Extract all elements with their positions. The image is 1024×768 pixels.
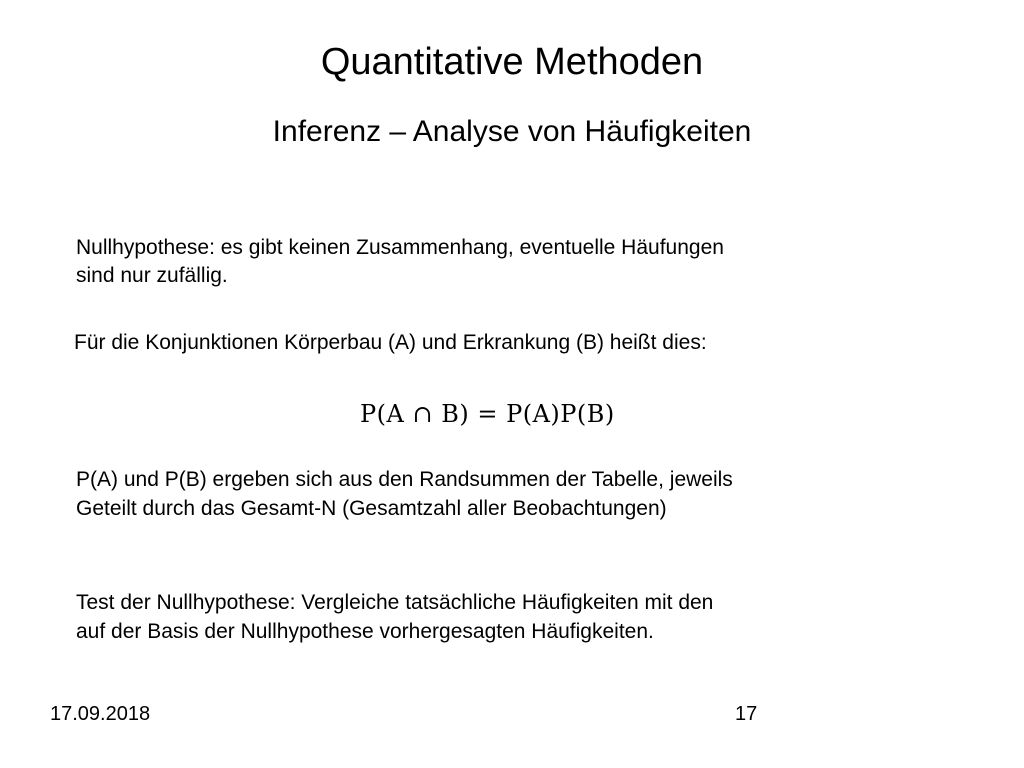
page-number: 17: [735, 703, 758, 725]
footer-date: 17.09.2018: [50, 703, 151, 725]
null-hypothesis-line-2: sind nur zufällig.: [76, 264, 228, 287]
marginals-line-2: Geteilt durch das Gesamt-N (Gesamtzahl aller Beobachtungen): [76, 497, 667, 520]
marginals-line-1: P(A) und P(B) ergeben sich aus den Randsummen der Tabelle, jeweils: [76, 468, 733, 491]
slide-subtitle: Inferenz – Analyse von Häufigkeiten: [272, 115, 752, 148]
probability-formula: P(A ∩ B) = P(A)P(B): [360, 400, 615, 428]
test-line-2: auf der Basis der Nullhypothese vorhergesagten Häufigkeiten.: [76, 620, 654, 643]
null-hypothesis-line-1: Nullhypothese: es gibt keinen Zusammenhang, eventuelle Häufungen: [76, 236, 724, 259]
slide-title: Quantitative Methoden: [320, 41, 704, 83]
test-line-1: Test der Nullhypothese: Vergleiche tatsächliche Häufigkeiten mit den: [76, 591, 714, 614]
conjunctions-paragraph: Für die Konjunktionen Körperbau (A) und Erkrankung (B) heißt dies:: [74, 331, 707, 354]
